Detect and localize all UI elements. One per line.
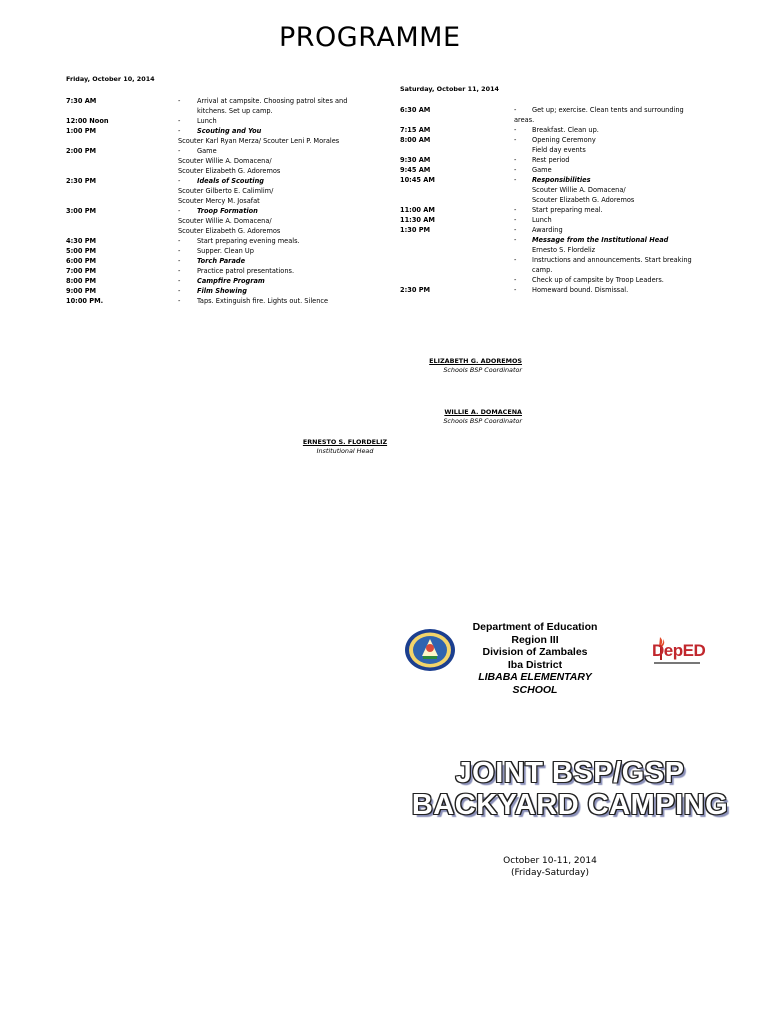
deped-underline	[654, 662, 700, 664]
deped-logo	[650, 633, 706, 671]
schedule-time: 6:00 PM	[66, 257, 97, 265]
schedule-row	[66, 106, 376, 116]
schedule-activity: Scouter Mercy M. Josafat	[178, 197, 260, 205]
schedule-time: 12:00 Noon	[66, 117, 109, 125]
schedule-activity: Awarding	[532, 226, 563, 234]
schedule-activity: Check up of campsite by Troop Leaders.	[532, 276, 664, 284]
schedule-time: 2:00 PM	[66, 147, 97, 155]
schedule-row	[66, 256, 376, 266]
schedule-activity: Troop Formation	[197, 207, 258, 215]
schedule-row	[400, 135, 710, 145]
schedule-activity: Responsibilities	[532, 176, 591, 184]
schedule-row	[400, 215, 710, 225]
schedule-activity: Game	[532, 166, 552, 174]
bullet-dash: -	[514, 106, 517, 114]
schedule-row	[400, 285, 710, 295]
schedule-time: 10:45 AM	[400, 176, 435, 184]
schedule-activity: Scouting and You	[197, 127, 262, 135]
dept-name: Department of Education	[472, 621, 598, 633]
schedule-row	[66, 146, 376, 156]
bullet-dash: -	[178, 237, 181, 245]
bullet-dash: -	[514, 236, 517, 244]
schedule-activity: Message from the Institutional Head	[532, 236, 669, 244]
schedule-row	[400, 145, 710, 155]
bullet-dash: -	[178, 257, 181, 265]
schedule-time: 10:00 PM.	[66, 297, 104, 305]
signatory-domacena	[380, 408, 522, 426]
schedule-time: 11:00 AM	[400, 206, 435, 214]
schedule-activity: Scouter Elizabeth G. Adoremos	[178, 227, 281, 235]
schedule-activity: Supper. Clean Up	[197, 247, 254, 255]
school-header	[460, 621, 610, 696]
schedule-activity: Field day events	[532, 146, 586, 154]
signatory-name: ELIZABETH G. ADOREMOS	[429, 357, 522, 365]
bullet-dash: -	[514, 176, 517, 184]
schedule-row	[400, 265, 710, 275]
schedule-time: 7:00 PM	[66, 267, 97, 275]
schedule-activity: Homeward bound. Dismissal.	[532, 286, 629, 294]
schedule-activity: Scouter Elizabeth G. Adoremos	[178, 167, 281, 175]
bullet-dash: -	[514, 166, 517, 174]
bullet-dash: -	[178, 97, 181, 105]
schedule-time: 6:30 AM	[400, 106, 431, 114]
schedule-row	[66, 216, 376, 226]
event-title-line2: BACKYARD CAMPING	[411, 789, 729, 821]
schedule-time: 9:00 PM	[66, 287, 97, 295]
signatory-role: Schools BSP Coordinator	[443, 366, 522, 374]
schedule-time: 5:00 PM	[66, 247, 97, 255]
schedule-row	[66, 246, 376, 256]
page-title: PROGRAMME	[279, 22, 461, 53]
schedule-row	[66, 126, 376, 136]
event-title-line1: JOINT BSP/GSP	[455, 757, 685, 789]
school-seal-icon	[404, 628, 456, 672]
schedule-activity: Scouter Karl Ryan Merza/ Scouter Leni P. Morales	[178, 137, 340, 145]
schedule-row	[400, 205, 710, 215]
schedule-row	[66, 156, 376, 166]
schedule-row	[66, 286, 376, 296]
schedule-activity: Campfire Program	[197, 277, 265, 285]
bullet-dash: -	[178, 127, 181, 135]
saturday-schedule	[400, 105, 710, 295]
friday-heading: Friday, October 10, 2014	[66, 75, 155, 83]
schedule-activity: Torch Parade	[197, 257, 246, 265]
schedule-activity: Arrival at campsite. Choosing patrol sites and	[197, 97, 348, 105]
schedule-activity: Practice patrol presentations.	[197, 267, 295, 275]
bullet-dash: -	[178, 297, 181, 305]
schedule-activity: Taps. Extinguish fire. Lights out. Silence	[197, 297, 329, 305]
bullet-dash: -	[514, 286, 517, 294]
bullet-dash: -	[178, 117, 181, 125]
schedule-time: 1:30 PM	[400, 226, 431, 234]
bullet-dash: -	[178, 267, 181, 275]
schedule-row	[66, 176, 376, 186]
schedule-row	[66, 196, 376, 206]
schedule-activity: Opening Ceremony	[532, 136, 596, 144]
schedule-activity: Scouter Willie A. Domacena/	[532, 186, 626, 194]
bullet-dash: -	[178, 247, 181, 255]
event-date-range: October 10-11, 2014	[503, 856, 597, 866]
schedule-row	[400, 155, 710, 165]
schedule-activity: Breakfast. Clean up.	[532, 126, 599, 134]
schedule-row	[400, 115, 710, 125]
schedule-activity: Get up; exercise. Clean tents and surrounding	[532, 106, 684, 114]
bullet-dash: -	[178, 177, 181, 185]
schedule-time: 8:00 PM	[66, 277, 97, 285]
bullet-dash: -	[514, 216, 517, 224]
schedule-time: 11:30 AM	[400, 216, 435, 224]
schedule-row	[66, 276, 376, 286]
schedule-activity: Scouter Willie A. Domacena/	[178, 217, 272, 225]
schedule-row	[66, 116, 376, 126]
signatory-role: Institutional Head	[316, 447, 374, 455]
schedule-row	[400, 275, 710, 285]
schedule-row	[400, 255, 710, 265]
bullet-dash: -	[514, 156, 517, 164]
schedule-activity: Scouter Elizabeth G. Adoremos	[532, 196, 635, 204]
schedule-time: 9:45 AM	[400, 166, 431, 174]
signatory-name: ERNESTO S. FLORDELIZ	[302, 438, 388, 446]
schedule-time: 2:30 PM	[66, 177, 97, 185]
bullet-dash: -	[514, 256, 517, 264]
schedule-activity: Start preparing evening meals.	[197, 237, 300, 245]
schedule-row	[66, 266, 376, 276]
signatory-role: Schools BSP Coordinator	[443, 417, 522, 425]
schedule-row	[66, 96, 376, 106]
schedule-activity: Scouter Willie A. Domacena/	[178, 157, 272, 165]
schedule-time: 1:00 PM	[66, 127, 97, 135]
schedule-activity: Game	[197, 147, 217, 155]
schedule-row	[400, 125, 710, 135]
event-days: (Friday-Saturday)	[511, 868, 589, 878]
schedule-activity: kitchens. Set up camp.	[197, 107, 273, 115]
schedule-time: 3:00 PM	[66, 207, 97, 215]
school-name: LIBABA ELEMENTARY SCHOOL	[478, 671, 592, 696]
schedule-row	[400, 235, 710, 245]
schedule-time: 9:30 AM	[400, 156, 431, 164]
friday-schedule	[66, 96, 376, 306]
schedule-row	[66, 166, 376, 176]
schedule-activity: Lunch	[197, 117, 217, 125]
schedule-activity: camp.	[532, 266, 553, 274]
schedule-time: 8:00 AM	[400, 136, 431, 144]
bullet-dash: -	[514, 226, 517, 234]
schedule-time: 2:30 PM	[400, 286, 431, 294]
signatory-flordeliz	[270, 438, 420, 456]
bullet-dash: -	[514, 276, 517, 284]
schedule-row	[400, 165, 710, 175]
bullet-dash: -	[178, 207, 181, 215]
district-name: Iba District	[507, 658, 563, 671]
schedule-time: 7:30 AM	[66, 97, 97, 105]
schedule-row	[400, 175, 710, 185]
schedule-row	[66, 186, 376, 196]
schedule-activity: Scouter Gilberto E. Calimlim/	[178, 187, 274, 195]
schedule-activity: Lunch	[532, 216, 552, 224]
bullet-dash: -	[178, 147, 181, 155]
bullet-dash: -	[178, 287, 181, 295]
schedule-activity: areas.	[514, 116, 535, 124]
schedule-row	[66, 226, 376, 236]
region-name: Region III	[511, 633, 559, 646]
schedule-row	[400, 195, 710, 205]
schedule-row	[66, 296, 376, 306]
schedule-row	[400, 225, 710, 235]
bullet-dash: -	[514, 206, 517, 214]
saturday-heading: Saturday, October 11, 2014	[400, 85, 499, 93]
event-date	[460, 855, 640, 879]
schedule-activity: Start preparing meal.	[532, 206, 603, 214]
schedule-row	[400, 185, 710, 195]
bullet-dash: -	[178, 277, 181, 285]
signatory-name: WILLIE A. DOMACENA	[444, 408, 522, 416]
signatory-adoremos	[380, 357, 522, 375]
division-name: Division of Zambales	[482, 646, 588, 658]
deped-wordmark: DepED	[652, 641, 706, 660]
schedule-activity: Ideals of Scouting	[197, 177, 264, 185]
schedule-row	[66, 206, 376, 216]
schedule-row	[400, 105, 710, 115]
schedule-row	[66, 236, 376, 246]
schedule-activity: Instructions and announcements. Start breaking	[532, 256, 692, 264]
bullet-dash: -	[514, 136, 517, 144]
schedule-time: 7:15 AM	[400, 126, 431, 134]
schedule-time: 4:30 PM	[66, 237, 97, 245]
schedule-row	[400, 245, 710, 255]
schedule-activity: Rest period	[532, 156, 570, 164]
schedule-activity: Film Showing	[197, 287, 247, 295]
schedule-row	[66, 136, 376, 146]
bullet-dash: -	[514, 126, 517, 134]
schedule-activity: Ernesto S. Flordeliz	[532, 246, 596, 254]
